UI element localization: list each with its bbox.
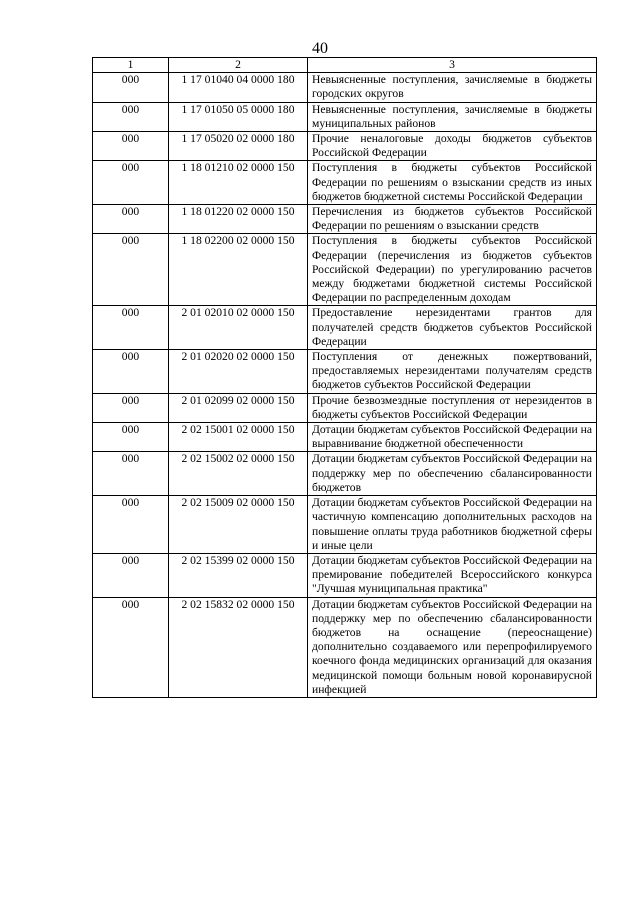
admin-code-cell: 000 bbox=[93, 350, 169, 394]
admin-code-cell: 000 bbox=[93, 597, 169, 697]
admin-code-cell: 000 bbox=[93, 205, 169, 234]
table-row bbox=[93, 102, 597, 131]
budget-code-cell: 2 02 15001 02 0000 150 bbox=[169, 423, 308, 452]
table-row bbox=[93, 597, 597, 697]
column-header-3: 3 bbox=[308, 58, 597, 73]
description-cell: Предоставление нерезидентами грантов для получателей средств бюджетов субъектов Российской Федерации bbox=[308, 306, 597, 350]
table-row bbox=[93, 73, 597, 102]
description-cell: Невыясненные поступления, зачисляемые в бюджеты муниципальных районов bbox=[308, 102, 597, 131]
table-row bbox=[93, 496, 597, 554]
budget-code-cell: 2 01 02020 02 0000 150 bbox=[169, 350, 308, 394]
admin-code-cell: 000 bbox=[93, 102, 169, 131]
table-row bbox=[93, 234, 597, 306]
admin-code-cell: 000 bbox=[93, 393, 169, 422]
description-cell: Дотации бюджетам субъектов Российской Федерации на выравнивание бюджетной обеспеченности bbox=[308, 423, 597, 452]
table-header-row bbox=[93, 58, 597, 73]
admin-code-cell: 000 bbox=[93, 423, 169, 452]
table-row bbox=[93, 553, 597, 597]
description-cell: Дотации бюджетам субъектов Российской Федерации на поддержку мер по обеспечению сбалансированности бюджетов bbox=[308, 452, 597, 496]
budget-codes-table bbox=[92, 57, 597, 698]
admin-code-cell: 000 bbox=[93, 132, 169, 161]
table-row bbox=[93, 393, 597, 422]
budget-code-cell: 2 01 02010 02 0000 150 bbox=[169, 306, 308, 350]
description-cell: Дотации бюджетам субъектов Российской Федерации на премирование победителей Всероссийского конкурса "Лучшая муниципальная практика" bbox=[308, 553, 597, 597]
budget-code-cell: 2 02 15002 02 0000 150 bbox=[169, 452, 308, 496]
description-cell: Прочие безвозмездные поступления от нерезидентов в бюджеты субъектов Российской Федерации bbox=[308, 393, 597, 422]
column-header-2: 2 bbox=[169, 58, 308, 73]
description-cell: Прочие неналоговые доходы бюджетов субъектов Российской Федерации bbox=[308, 132, 597, 161]
table-row bbox=[93, 132, 597, 161]
admin-code-cell: 000 bbox=[93, 553, 169, 597]
budget-code-cell: 1 17 01050 05 0000 180 bbox=[169, 102, 308, 131]
budget-code-cell: 2 02 15009 02 0000 150 bbox=[169, 496, 308, 554]
description-cell: Дотации бюджетам субъектов Российской Федерации на поддержку мер по обеспечению сбалансированности бюджетов на оснащение (переоснащение) дополнительно создаваемого или перепрофилируемого коечного фонда медицинских организаций для оказания медицинской помощи больным новой коронавирусной инфекцией bbox=[308, 597, 597, 697]
page-number: 40 bbox=[312, 40, 328, 57]
description-cell: Поступления в бюджеты субъектов Российской Федерации (перечисления из бюджетов субъектов Российской Федерации) по урегулированию расчетов между бюджетами бюджетной системы Российской Федерации по распределенным доходам bbox=[308, 234, 597, 306]
admin-code-cell: 000 bbox=[93, 73, 169, 102]
description-cell: Поступления от денежных пожертвований, предоставляемых нерезидентами получателям средств бюджетов субъектов Российской Федерации bbox=[308, 350, 597, 394]
description-cell: Дотации бюджетам субъектов Российской Федерации на частичную компенсацию дополнительных расходов на повышение оплаты труда работников бюджетной сферы и иные цели bbox=[308, 496, 597, 554]
table-row bbox=[93, 423, 597, 452]
table-row bbox=[93, 205, 597, 234]
budget-code-cell: 1 18 02200 02 0000 150 bbox=[169, 234, 308, 306]
budget-code-cell: 2 02 15399 02 0000 150 bbox=[169, 553, 308, 597]
admin-code-cell: 000 bbox=[93, 234, 169, 306]
admin-code-cell: 000 bbox=[93, 161, 169, 205]
budget-code-cell: 1 18 01220 02 0000 150 bbox=[169, 205, 308, 234]
admin-code-cell: 000 bbox=[93, 452, 169, 496]
budget-code-cell: 1 17 05020 02 0000 180 bbox=[169, 132, 308, 161]
description-cell: Невыясненные поступления, зачисляемые в бюджеты городских округов bbox=[308, 73, 597, 102]
column-header-1: 1 bbox=[93, 58, 169, 73]
description-cell: Перечисления из бюджетов субъектов Российской Федерации по решениям о взыскании средств bbox=[308, 205, 597, 234]
budget-code-cell: 2 01 02099 02 0000 150 bbox=[169, 393, 308, 422]
budget-code-cell: 2 02 15832 02 0000 150 bbox=[169, 597, 308, 697]
table-row bbox=[93, 350, 597, 394]
admin-code-cell: 000 bbox=[93, 306, 169, 350]
table-row bbox=[93, 452, 597, 496]
description-cell: Поступления в бюджеты субъектов Российской Федерации по решениям о взыскании средств из иных бюджетов бюджетной системы Российской Федерации bbox=[308, 161, 597, 205]
table-row bbox=[93, 306, 597, 350]
budget-code-cell: 1 18 01210 02 0000 150 bbox=[169, 161, 308, 205]
budget-code-cell: 1 17 01040 04 0000 180 bbox=[169, 73, 308, 102]
table-row bbox=[93, 161, 597, 205]
admin-code-cell: 000 bbox=[93, 496, 169, 554]
